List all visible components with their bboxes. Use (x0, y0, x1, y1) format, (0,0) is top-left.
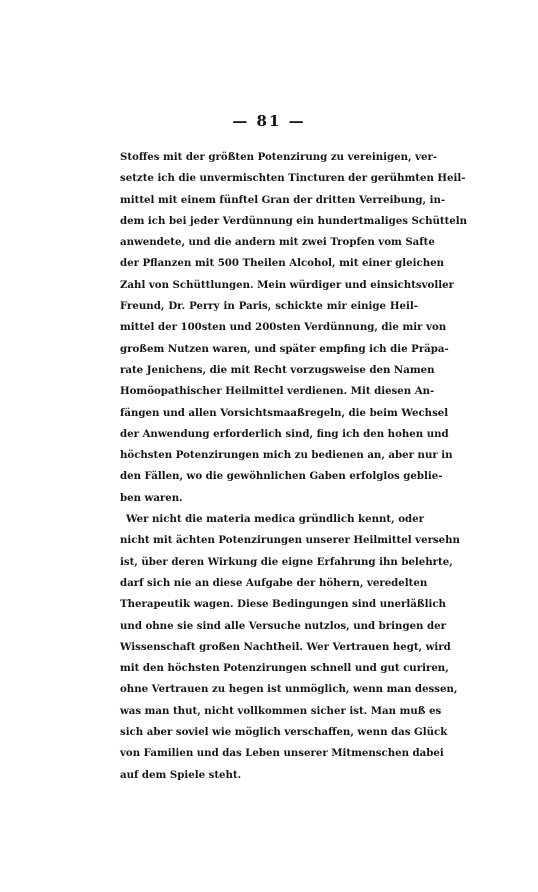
text-line: den Fällen, wo die gewöhnlichen Gaben erfolglos geblie- (120, 470, 443, 483)
text-line: Stoffes mit der größten Potenzirung zu vereinigen, ver- (120, 151, 438, 163)
text-line: setzte ich die unvermischten Tincturen der gerühmten Heil- (120, 172, 466, 185)
text-line: nicht mit ächten Potenzirungen unserer Heilmittel versehn (120, 534, 460, 547)
text-line: Wissenschaft großen Nachtheil. Wer Vertrauen hegt, wird (120, 640, 451, 653)
text-line: von Familien und das Leben unserer Mitmenschen dabei (120, 747, 444, 760)
text-line: mittel der 100sten und 200sten Verdünnung, die mir von (120, 321, 447, 334)
text-line: mittel mit einem fünftel Gran der dritten Verreibung, in- (120, 193, 446, 206)
paragraph-1 (120, 147, 468, 509)
text-line: Therapeutik wagen. Diese Bedingungen sind unerläßlich (120, 598, 446, 611)
text-line: Zahl von Schüttlungen. Mein würdiger und einsichtsvoller (120, 278, 454, 291)
text-line: ben waren. (120, 491, 183, 504)
text-line: fängen und allen Vorsichtsmaaßregeln, die beim Wechsel (120, 406, 449, 419)
text-line: anwendete, und die andern mit zwei Tropfen vom Safte (120, 236, 435, 249)
text-line: der Anwendung erforderlich sind, fing ich den hohen und (120, 427, 449, 440)
body-text (120, 147, 468, 786)
text-line: dem ich bei jeder Verdünnung ein hundertmaliges Schütteln (120, 214, 468, 227)
text-line: ist, über deren Wirkung die eigne Erfahrung ihn belehrte, (120, 555, 453, 568)
text-line: der Pflanzen mit 500 Theilen Alcohol, mit einer gleichen (120, 257, 445, 270)
text-line: Wer nicht die materia medica gründlich kennt, oder (126, 513, 424, 526)
page-number: — 81 — (232, 112, 306, 130)
text-line: und ohne sie sind alle Versuche nutzlos, und bringen der (120, 619, 446, 632)
text-line: mit den höchsten Potenzirungen schnell und gut curiren, (120, 662, 449, 675)
text-line: rate Jenichens, die mit Recht vorzugsweise den Namen (120, 363, 435, 376)
paragraph-2 (120, 509, 460, 786)
text-line: sich aber soviel wie möglich verschaffen, wenn das Glück (120, 726, 448, 739)
text-line: Homöopathischer Heilmittel verdienen. Mit diesen An- (120, 385, 435, 398)
text-line: höchsten Potenzirungen mich zu bedienen an, aber nur in (120, 449, 453, 462)
text-line: auf dem Spiele steht. (120, 768, 242, 781)
text-line: was man thut, nicht vollkommen sicher ist. Man muß es (120, 704, 442, 717)
text-line: großem Nutzen waren, und später empfing ich die Präpa- (120, 342, 449, 355)
text-line: Freund, Dr. Perry in Paris, schickte mir einige Heil- (120, 300, 418, 313)
text-line: ohne Vertrauen zu hegen ist unmöglich, wenn man dessen, (120, 683, 458, 696)
text-line: darf sich nie an diese Aufgabe der höhern, veredelten (120, 576, 428, 589)
